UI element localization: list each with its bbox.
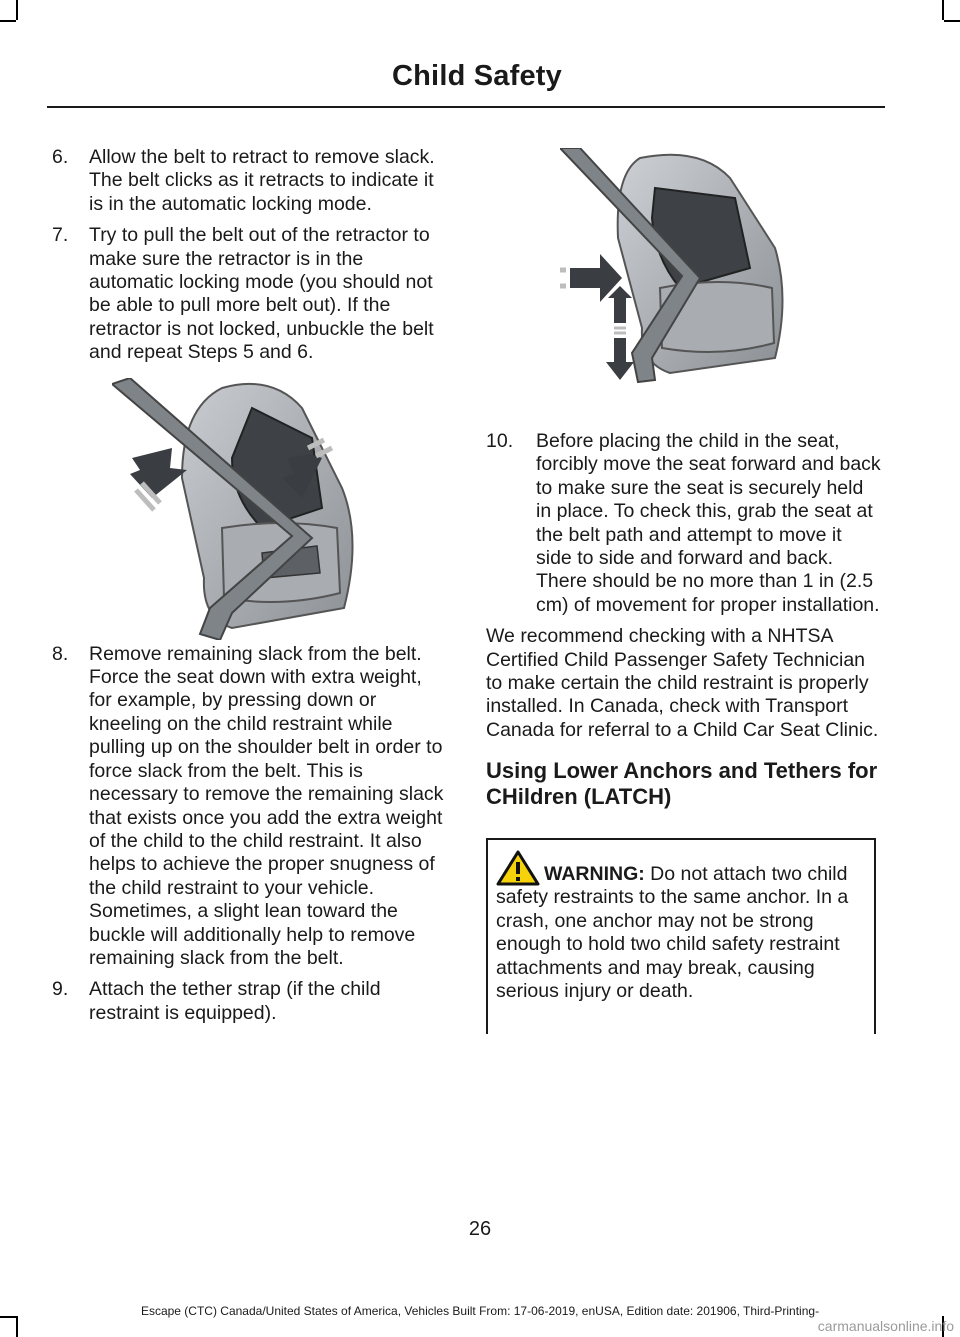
right-column: [486, 430, 882, 810]
recommendation-paragraph: We recommend checking with a NHTSA Certified Child Passenger Safety Technician to make certain the child restraint is properly installed. In Canada, check with Transport Canada for referral to a Child Car Seat Clinic.: [486, 625, 879, 741]
step-text: Attach the tether strap (if the child restraint is equipped).: [89, 978, 381, 1024]
warning-triangle-icon: [496, 850, 540, 886]
step-number: 8.: [52, 642, 69, 665]
watermark: carmanualsonline.info: [817, 1318, 954, 1334]
crop-mark: [942, 0, 944, 20]
step-number: 9.: [52, 978, 69, 1001]
section-heading: Using Lower Anchors and Tethers for CHildren (LATCH): [486, 758, 878, 810]
child-seat-movement-check-illustration: [560, 148, 790, 384]
step-text: Allow the belt to retract to remove slack. The belt clicks as it retracts to indicate it is in the automatic locking mode.: [89, 146, 435, 215]
step-8: [52, 643, 448, 971]
page-title: Child Safety: [392, 60, 562, 92]
footer-text: Escape (CTC) Canada/United States of America, Vehicles Built From: 17-06-2019, enUSA, Edition date: 201906, Third-Printing-: [140, 1304, 820, 1318]
step-10: [486, 430, 882, 617]
crop-mark: [944, 20, 960, 22]
step-text: Remove remaining slack from the belt. Force the seat down with extra weight, for example, by pressing down or kneeling on the child restraint while pulling up on the shoulder belt in order to force slack from the belt. This is necessary to remove the remaining slack that exists once you add the extra weight of the child to the child restraint. It also helps to achieve the proper snugness of the child restraint to your vehicle. Sometimes, a slight lean toward the buckle will additionally help to remove remaining slack from the belt.: [89, 642, 444, 969]
step-7: [52, 224, 448, 364]
page-number: 26: [468, 1218, 492, 1240]
warning-label: WARNING:: [544, 863, 645, 885]
header-divider: [47, 106, 885, 108]
crop-mark: [0, 20, 16, 22]
step-9: [52, 978, 448, 1025]
step-6: [52, 146, 448, 216]
crop-mark: [16, 0, 18, 20]
child-seat-compress-illustration: [112, 378, 372, 640]
step-text: Try to pull the belt out of the retractor to make sure the retractor is in the automatic locking mode (you should not be able to pull more belt out). If the retractor is not locked, unbuckle the belt and repeat Steps 5 and 6.: [89, 224, 434, 364]
warning-text: Do not attach two child safety restraints to the same anchor. In a crash, one anchor may not be strong enough to hold two child safety restraint attachments and may break, causing serious injury or death.: [496, 863, 849, 1003]
step-number: 7.: [52, 224, 69, 247]
warning-box: [486, 838, 876, 1034]
crop-mark: [16, 1316, 18, 1337]
step-text: Before placing the child in the seat, forcibly move the seat forward and back to make sure the seat is securely held in place. To check this, grab the seat at the belt path and attempt to move it side to side and forward and back. There should be no more than 1 in (2.5 cm) of movement for proper installation.: [536, 430, 881, 616]
step-number: 6.: [52, 146, 69, 168]
step-number: 10.: [486, 430, 514, 452]
